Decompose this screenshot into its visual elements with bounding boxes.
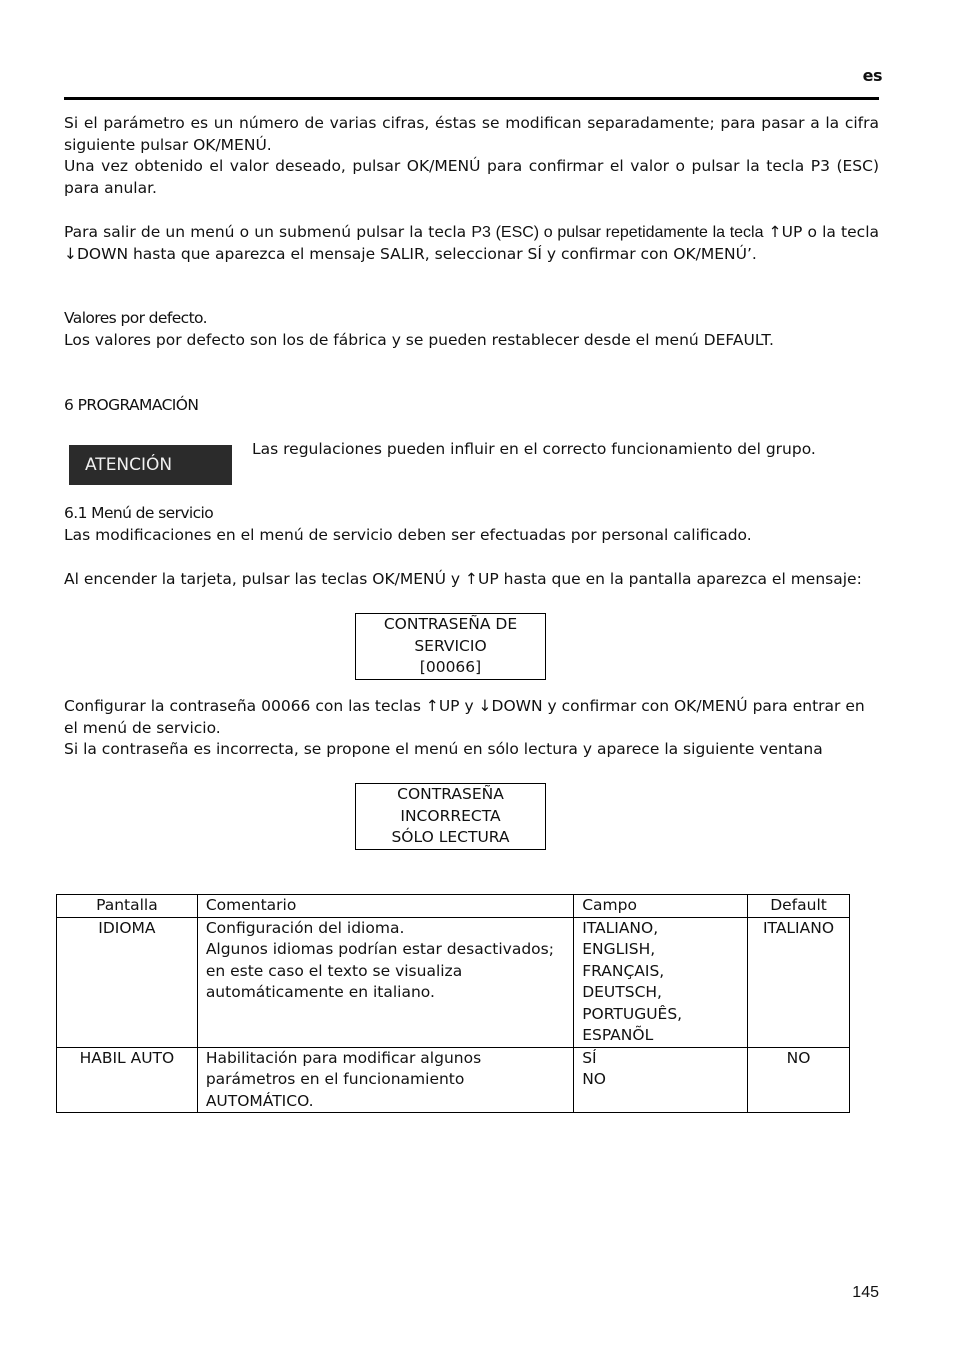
service-parameters-table — [56, 894, 850, 1113]
cell-campo — [574, 1047, 748, 1113]
defaults-text: Los valores por defecto son los de fábrica y se pueden restablecer desde el menú DEFAULT. — [64, 331, 774, 349]
cell-line: NO — [582, 1070, 606, 1088]
service-menu-heading: 6.1 Menú de servicio — [64, 504, 214, 522]
service-password-display — [355, 613, 546, 680]
cell-pantalla: IDIOMA — [57, 917, 198, 1047]
exit-text-part3: ↑UP o la tecla ↓DOWN hasta que aparezca el mensaje SALIR, seleccionar SÍ y confirmar con OK/MENÚ’. — [64, 223, 880, 263]
display-line: SÓLO LECTURA — [391, 828, 510, 846]
paragraph-exit-menu — [64, 222, 879, 265]
header-default: Default — [748, 895, 850, 918]
cell-line: automáticamente en italiano. — [205, 983, 435, 1001]
service-menu-instructions: Al encender la tarjeta, pulsar las teclas OK/MENÚ y ↑UP hasta que en la pantalla aparezca el mensaje: — [64, 570, 862, 588]
cell-comentario — [197, 1047, 573, 1113]
cell-line: parámetros en el funcionamiento — [205, 1070, 465, 1088]
cell-line: PORTUGUÊS, — [582, 1004, 683, 1023]
cell-line: Algunos idiomas podrían estar desactivados; — [205, 940, 554, 958]
exit-text-part1: Para salir de un menú o un submenú pulsar la tecla — [64, 223, 472, 241]
cell-pantalla: HABIL AUTO — [57, 1047, 198, 1113]
cell-comentario — [197, 917, 573, 1047]
cell-campo — [574, 917, 748, 1047]
cell-line: en este caso el texto se visualiza — [205, 961, 463, 980]
defaults-heading: Valores por defecto. — [64, 309, 207, 327]
programming-heading: 6 PROGRAMACIÓN — [64, 396, 199, 414]
table-header-row — [57, 895, 850, 918]
password-incorrect-text: Si la contraseña es incorrecta, se propone el menú en sólo lectura y aparece la siguiente ventana — [64, 740, 823, 758]
display-line: CONTRASEÑA — [397, 785, 504, 803]
header-comentario: Comentario — [197, 895, 573, 918]
language-code: es — [862, 66, 882, 85]
cell-line: ENGLISH, — [582, 940, 656, 958]
cell-line: Configuración del idioma. — [205, 918, 405, 937]
service-menu-warning: Las modificaciones en el menú de servicio deben ser efectuadas por personal calificado. — [64, 526, 752, 544]
display-line: CONTRASEÑA DE — [383, 615, 518, 633]
display-line: [00066] — [419, 658, 482, 676]
cell-line: DEUTSCH, — [582, 983, 662, 1001]
cell-line: SÍ — [582, 1048, 597, 1067]
cell-default: NO — [748, 1047, 850, 1113]
header-rule — [64, 97, 879, 100]
password-config-text: Configurar la contraseña 00066 con las teclas ↑UP y ↓DOWN y confirmar con OK/MENÚ para entrar en el menú de servicio. — [64, 697, 865, 737]
exit-text-part2: P3 (ESC) o pulsar repetidamente la tecla — [471, 224, 764, 241]
cell-line: AUTOMÁTICO. — [205, 1091, 314, 1110]
header-campo: Campo — [574, 895, 748, 918]
attention-badge: ATENCIÓN — [69, 445, 232, 485]
table-row — [57, 1047, 850, 1113]
cell-line: Habilitación para modificar algunos — [205, 1048, 482, 1067]
attention-text: Las regulaciones pueden influir en el correcto funcionamiento del grupo. — [252, 440, 816, 458]
cell-default: ITALIANO — [748, 917, 850, 1047]
cell-line: ITALIANO, — [582, 918, 659, 937]
paragraph-confirm: Una vez obtenido el valor deseado, pulsar OK/MENÚ para confirmar el valor o pulsar la tecla P3 (ESC) para anular. — [64, 157, 879, 197]
page-number: 145 — [852, 1284, 879, 1301]
paragraph-multi-digit: Si el parámetro es un número de varias cifras, éstas se modifican separadamente; para pasar a la cifra siguiente pulsar OK/MENÚ. — [64, 114, 879, 154]
display-line: INCORRECTA — [400, 806, 501, 825]
cell-line: ESPANÕL — [582, 1026, 654, 1044]
header-pantalla: Pantalla — [57, 895, 198, 918]
cell-line: FRANÇAIS, — [582, 961, 665, 980]
incorrect-password-display — [355, 783, 546, 850]
display-line: SERVICIO — [414, 636, 487, 655]
table-row — [57, 917, 850, 1047]
